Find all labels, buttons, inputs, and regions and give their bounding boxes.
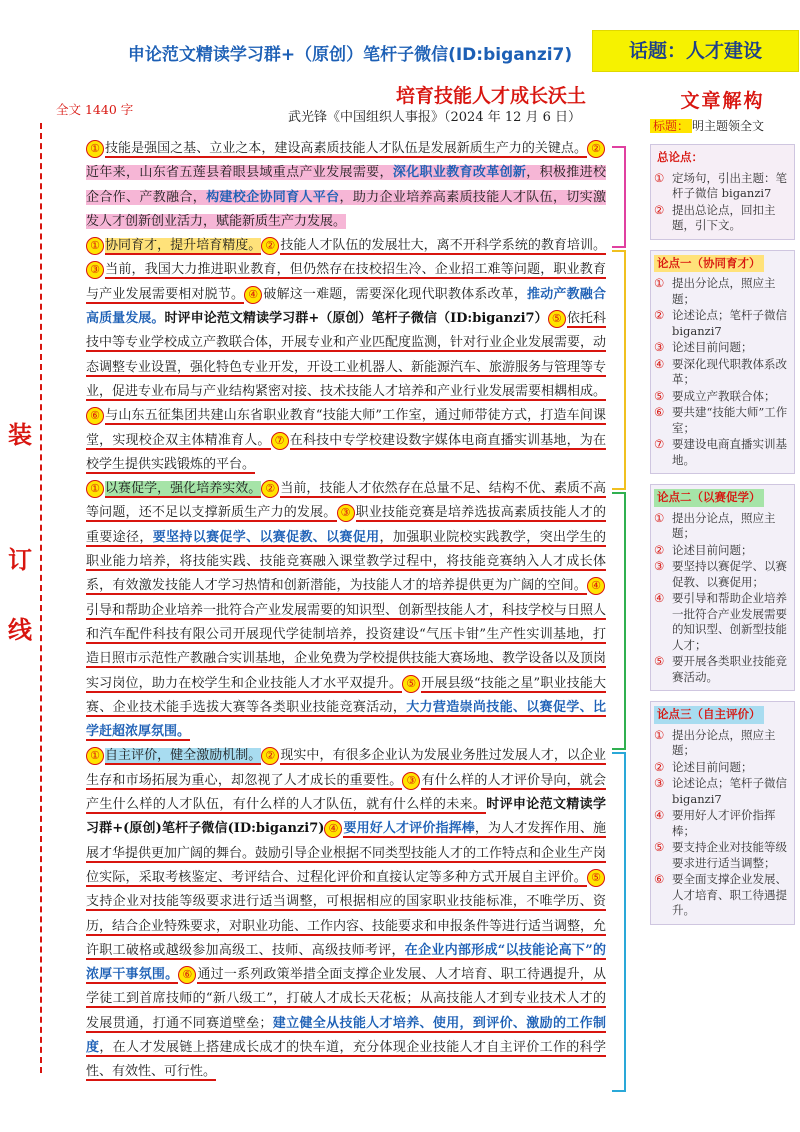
item-number: ① (654, 727, 665, 742)
key-phrase: 大力营造崇尚技能、以赛促学、比学赶超浓厚氛围。 (86, 699, 606, 740)
section-item (654, 591, 791, 653)
sentence: 与山东五征集团共建山东省职业教育“技能大师”工作室，通过师带徒方式，打造车间课堂，实现校企双主体精准育人。 (86, 408, 606, 448)
item-text: 要共建“技能大师”工作室； (672, 405, 788, 435)
sentence: 技能人才队伍的发展壮大，离不开科学系统的教育培训。 (280, 238, 606, 254)
section-item (654, 511, 791, 542)
sentence-number: ② (587, 140, 605, 158)
item-number: ③ (654, 559, 665, 573)
item-text: 要全面支撑企业发展、人才培育、职工待遇提升。 (672, 872, 787, 917)
sentence-number: ② (261, 747, 279, 765)
byline: 武光锋《中国组织人事报》（2024 年 12 月 6 日） (288, 110, 582, 125)
binder-char: 订 (8, 545, 32, 574)
sentence-number: ⑤ (402, 675, 420, 693)
key-phrase: 深化职业教育改革创新 (392, 165, 527, 181)
item-text: 要支持企业对技能等级要求进行适当调整； (672, 840, 787, 870)
key-phrase: 要坚持以赛促学、以赛促教、以赛促用 (152, 529, 380, 545)
sentence: ，助力企业培养高素质技能人才队伍，切实激发人才创新创业活力，赋能新质生产力发展。 (86, 189, 606, 229)
sentence-number: ① (86, 140, 104, 158)
subtitle: 协同育才，提升培育精度。 (105, 238, 262, 254)
bracket-intro (612, 146, 626, 248)
sentence: ，积极推进校企合作、产教融合， (86, 165, 606, 205)
key-phrase: 在企业内部形成“以技能论高下”的浓厚干事氛围。 (86, 942, 606, 983)
section-item (654, 389, 791, 405)
sentence: 支持企业对技能等级要求进行适当调整，可根据相应的国家职业技能标准，不唯学历、资历，结合企业特殊要求，对职业功能、工作内容、技能要求和申报条件等进行适当调整，允许职工破格或越级参加高级工、技师、高级技师考评， (86, 894, 607, 958)
sentence: 通过一系列政策举措全面支撑企业发展、人才培育、职工待遇提升，从学徒工到首席技师的“新八级工”，打破人才成长天花板；从高技能人才到专业技术人才的发展贯通，打通不同赛道壁垒； (86, 967, 606, 1031)
item-text: 要开展各类职业技能竞赛活动。 (672, 654, 787, 684)
bracket-point-two (612, 492, 626, 750)
sentence: ，在人才发展链上搭建成长成才的快车道，充分体现企业技能人才自主评价工作的科学性、有效性、可行性。 (86, 1039, 606, 1080)
section-item (654, 340, 791, 356)
sentence: 现实中，有很多企业认为发展业务胜过发展人才，以企业生存和市场拓展为重心，却忽视了人才成长的重要性。 (86, 748, 606, 788)
binder-char: 装 (8, 420, 32, 449)
topic-label: 话题：人才建设 (628, 40, 762, 62)
article-body (86, 137, 606, 1085)
item-number: ④ (654, 591, 665, 605)
item-number: ⑦ (654, 437, 665, 451)
tag-text: 明主题领全文 (692, 119, 765, 133)
section-title: 论点二（以赛促学） (654, 489, 764, 507)
item-number: ④ (654, 356, 665, 371)
item-text: 提出分论点，照应主题； (672, 276, 776, 306)
section-item (654, 437, 791, 468)
ad-text: 时评申论范文精读学习群+（原创）笔杆子微信（ID:biganzi7） (164, 311, 548, 327)
section-item (654, 840, 791, 871)
word-count: 全文 1440 字 (56, 102, 134, 117)
sentence-number: ③ (86, 261, 104, 279)
paragraph-point-one (86, 234, 606, 477)
item-number: ③ (654, 340, 665, 354)
item-number: ① (654, 276, 665, 290)
item-text: 要成立产教联合体； (672, 388, 776, 403)
sidebar-heading: 文章解构 (680, 90, 765, 112)
sentence: 职业技能竞赛是培养选拔高素质技能人才的重要途径， (86, 505, 606, 545)
item-text: 论述目前问题； (672, 759, 753, 774)
item-text: 提出总论点，回扣主题，引下文。 (672, 202, 776, 232)
sentence: 破解这一难题，需要深化现代职教体系改革， (263, 286, 528, 302)
item-number: ② (654, 308, 665, 322)
paragraph-point-two (86, 477, 606, 744)
sentence: 当前，技能人才依然存在总量不足、结构不优、素质不高等问题，还不足以支撑新质生产力的发展。 (86, 481, 606, 521)
sentence-number: ① (86, 237, 104, 255)
section-item (654, 357, 791, 388)
item-number: ② (654, 759, 665, 774)
item-number: ② (654, 202, 665, 217)
key-phrase: 构建校企协同育人平台 (206, 189, 340, 205)
item-number: ① (654, 510, 665, 525)
item-text: 要建设电商直播实训基地。 (672, 437, 787, 467)
section-item (654, 776, 791, 807)
item-text: 提出分论点，照应主题； (672, 727, 776, 757)
sentence-number: ② (261, 480, 279, 498)
section-title: 总论点： (657, 150, 703, 164)
section-item (654, 308, 791, 339)
header-title: 申论范文精读学习群+（原创）笔杆子微信(ID:biganzi7) (127, 45, 573, 65)
item-number: ⑤ (654, 840, 665, 854)
item-number: ③ (654, 776, 665, 790)
item-text: 要引导和帮助企业培养一批符合产业发展需要的知识型、创新型技能人才； (672, 591, 787, 652)
paragraph-intro (86, 137, 606, 234)
item-number: ① (654, 170, 665, 185)
key-phrase: 推动产教融合高质量发展。 (86, 286, 606, 327)
sentence: 在科技中专学校建设数字媒体电商直播实训基地，为在校学生提供实践锻炼的平台。 (86, 432, 606, 472)
sentence-number: ② (261, 237, 279, 255)
section-item (654, 543, 791, 559)
item-text: 论述论点；笔杆子微信 biganzi7 (672, 308, 787, 338)
sidebar-section-point-two (650, 484, 795, 691)
topic-badge (592, 30, 799, 72)
sentence: 引导和帮助企业培养一批符合产业发展需要的知识型、创新型技能人才，科技学校与日照人和汽车配件科技有限公司开展现代学徒制培养，投资建设“气压卡钳”生产性实训基地，打造日照市示范性产教融合实训基地，企业免费为学校提供技能大赛场地、教学设备以及顶岗实习岗位，助力在校学生和企业技能人才水平双提升。 (86, 602, 607, 691)
sentence: 近年来，山东省五莲县着眼县域重点产业发展需要， (86, 165, 393, 181)
item-text: 要深化现代职教体系改革； (672, 356, 787, 386)
sentence-number: ④ (244, 286, 262, 304)
item-text: 提出分论点，照应主题； (672, 510, 776, 540)
sentence: ，为人才发挥作用、施展才华提供更加广阔的舞台。鼓励引导企业根据不同类型技能人才的工作特点和企业生产岗位实际，采取考核鉴定、考评结合、过程化评价和直接认定等多种方式开展自主评价。 (86, 821, 607, 885)
sentence-number: ⑥ (178, 966, 196, 984)
sentence: 依托科技中等专业学校成立产教联合体，开展专业和产业匹配度监测，针对行业企业发展需要，动态调整专业设置，强化特色专业开发，开设工业机器人、新能源汽车、旅游服务与管理等专业，促进专业布局与产业结构紧密对接、技术技能人才培养和产业行业发展需要相耦相成。 (86, 311, 607, 399)
sentence: 技能是强国之基、立业之本，建设高素质技能人才队伍是发展新质生产力的关键点。 (105, 141, 587, 156)
item-number: ⑤ (654, 654, 665, 668)
section-item (654, 276, 791, 307)
sentence-number: ① (86, 747, 104, 765)
tag-label: 标题： (650, 119, 692, 133)
item-number: ② (654, 542, 665, 557)
sidebar-section-point-one (650, 250, 795, 475)
section-item (654, 808, 791, 839)
sentence-number: ① (86, 480, 104, 498)
bracket-point-one (612, 250, 626, 490)
section-item (654, 654, 791, 685)
item-text: 定场句，引出主题：笔杆子微信 biganzi7 (672, 170, 787, 200)
sentence: 开展县级“技能之星”职业技能大赛、企业技术能手选拔大赛等各类职业技能竞赛活动， (86, 675, 606, 715)
sentence-number: ④ (324, 820, 342, 838)
sentence: 当前，我国大力推进职业教育，但仍然存在技校招生冷、企业招工难等问题，职业教育与产业发展需要相对脱节。 (86, 262, 606, 302)
item-text: 论述论点；笔杆子微信 biganzi7 (672, 776, 787, 806)
sidebar-section-point-three (650, 701, 795, 925)
section-item (654, 171, 791, 202)
section-item (654, 405, 791, 436)
section-item (654, 559, 791, 590)
section-item (654, 872, 791, 919)
sentence-number: ⑥ (86, 407, 104, 425)
sidebar-section-intro (650, 144, 795, 240)
subtitle: 以赛促学，强化培养实效。 (105, 481, 262, 497)
sidebar-tagline (650, 117, 795, 134)
item-text: 论述目前问题； (672, 542, 753, 557)
structure-sidebar (650, 86, 795, 925)
section-item (654, 728, 791, 759)
section-title: 论点三（自主评价） (654, 706, 764, 724)
sentence-number: ③ (337, 504, 355, 522)
ad-text: 时评申论范文精读学习群+(原创)笔杆子微信(ID:biganzi7) (86, 797, 606, 837)
item-text: 要坚持以赛促学、以赛促教、以赛促用； (672, 559, 787, 589)
item-number: ④ (654, 808, 665, 822)
sentence: 有什么样的人才评价导向，就会产生什么样的人才队伍，有什么样的人才队伍，就有什么样的未来。 (86, 772, 606, 813)
item-number: ⑥ (654, 405, 665, 419)
bracket-point-three (612, 752, 626, 1092)
section-title: 论点一（协同育才） (654, 255, 764, 273)
sentence-number: ⑦ (271, 432, 289, 450)
item-text: 要用好人才评价指挥棒； (672, 808, 776, 838)
article-title: 培育技能人才成长沃土 (396, 85, 587, 107)
item-number: ⑤ (654, 388, 665, 403)
binder-char: 线 (8, 615, 32, 644)
item-text: 论述目前问题； (672, 340, 753, 354)
paragraph-point-three (86, 744, 606, 1084)
sentence-number: ④ (587, 577, 605, 595)
section-item (654, 760, 791, 776)
sentence-number: ③ (402, 772, 420, 790)
sentence: ，加强职业院校实践教学，突出学生的职业能力培养，将技能实践、技能竞赛融入课堂教学过程中，将技能竞赛纳入人才成长体系，有效激发技能人才学习热情和创新潜能，为技能人才的培养提供更为广阔的空间。 (86, 529, 606, 594)
binding-line (40, 123, 42, 1073)
key-phrase: 要用好人才评价指挥棒 (343, 821, 475, 837)
item-number: ⑥ (654, 872, 665, 886)
key-phrase: 建立健全从技能人才培养、使用，到评价、激励的工作制度 (86, 1015, 606, 1055)
subtitle: 自主评价，健全激励机制。 (105, 748, 262, 764)
sentence-number: ⑤ (587, 869, 605, 887)
section-item (654, 203, 791, 234)
sentence-number: ⑤ (548, 310, 566, 328)
